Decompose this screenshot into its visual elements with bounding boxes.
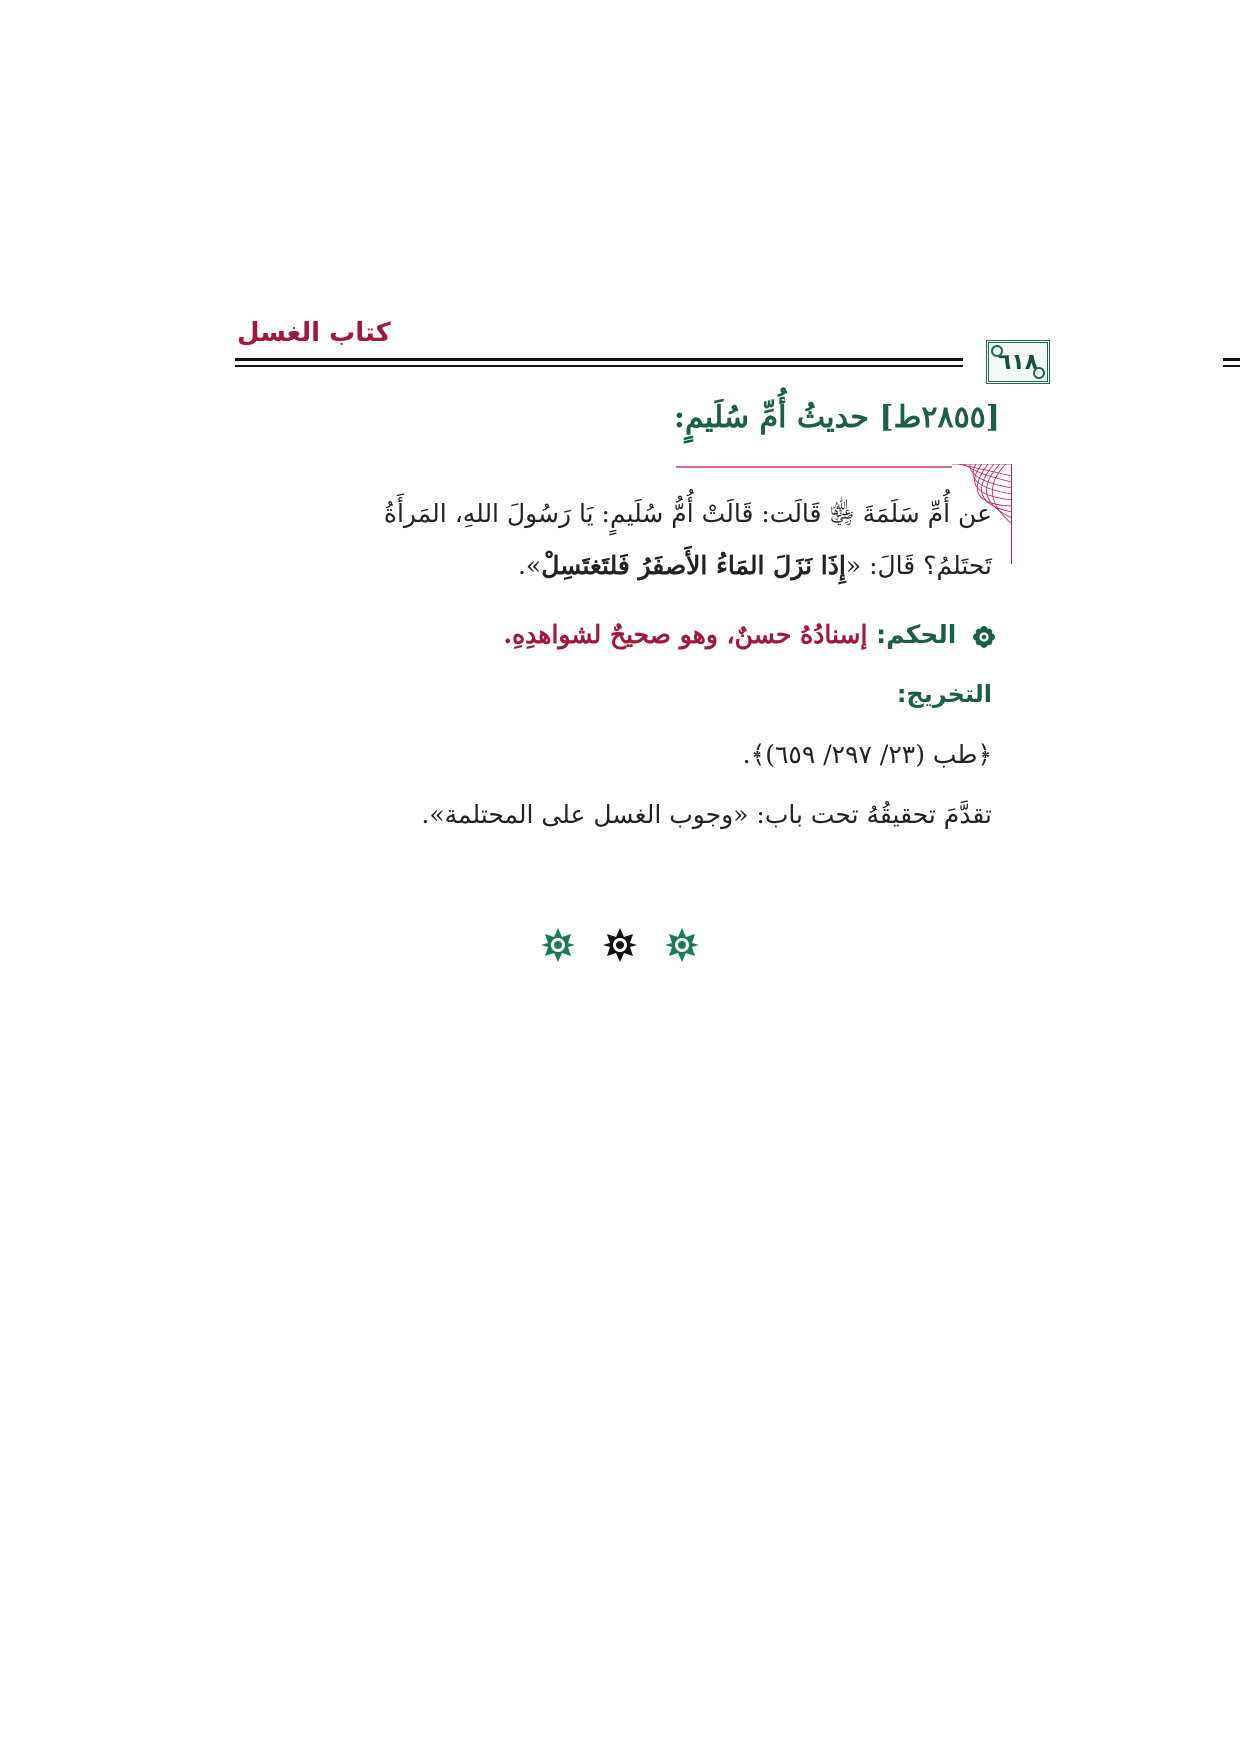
page-number-frame [986, 340, 1050, 384]
flower-ornament-icon [664, 927, 700, 963]
hadith-text [240, 488, 992, 592]
takhrij-source: ﴿طب (٢٣/ ٢٩٧/ ٦٥٩)﴾. [742, 740, 992, 769]
flower-bullet-icon [973, 626, 995, 648]
header-rule [1223, 365, 1240, 367]
section-divider [540, 925, 700, 965]
header-rule [1223, 358, 1240, 361]
ruling-text: إسنادُهُ حسنٌ، وهو صحيحٌ لشواهدِهِ. [503, 620, 868, 649]
hadith-line-2-start: تَحتَلمُ؟ قَالَ: « [845, 551, 992, 580]
hadith-line-2-end: ». [517, 551, 542, 580]
book-title: كتاب الغسل [237, 318, 391, 348]
ruling [503, 620, 995, 649]
hadith-line-1: عن أُمِّ سَلَمَةَ ﵂ قَالَت: قَالَتْ أُمُّ سُلَيمٍ: يَا رَسُولَ اللهِ، المَرأَةُ [383, 499, 992, 528]
flower-ornament-icon [602, 927, 638, 963]
takhrij-label: التخريج: [896, 680, 992, 708]
page-number: ٦١٨ [997, 349, 1039, 375]
hadith-line-2 [240, 540, 992, 592]
header-rule [235, 358, 963, 361]
takhrij-note: تقدَّمَ تحقيقُهُ تحت باب: «وجوب الغسل على المحتلمة». [421, 800, 992, 829]
header-rule [235, 365, 963, 367]
page-header [235, 318, 1039, 388]
prophetic-saying: إِذَا نَزَلَ المَاءُ الأَصفَرُ فَلتَغتَسِلْ [541, 551, 846, 580]
hadith-heading: [٢٨٥٥ط] حديثُ أُمِّ سُلَيمٍ: [673, 400, 1000, 435]
ruling-label: الحكم: [876, 620, 957, 649]
flower-ornament-icon [540, 927, 576, 963]
